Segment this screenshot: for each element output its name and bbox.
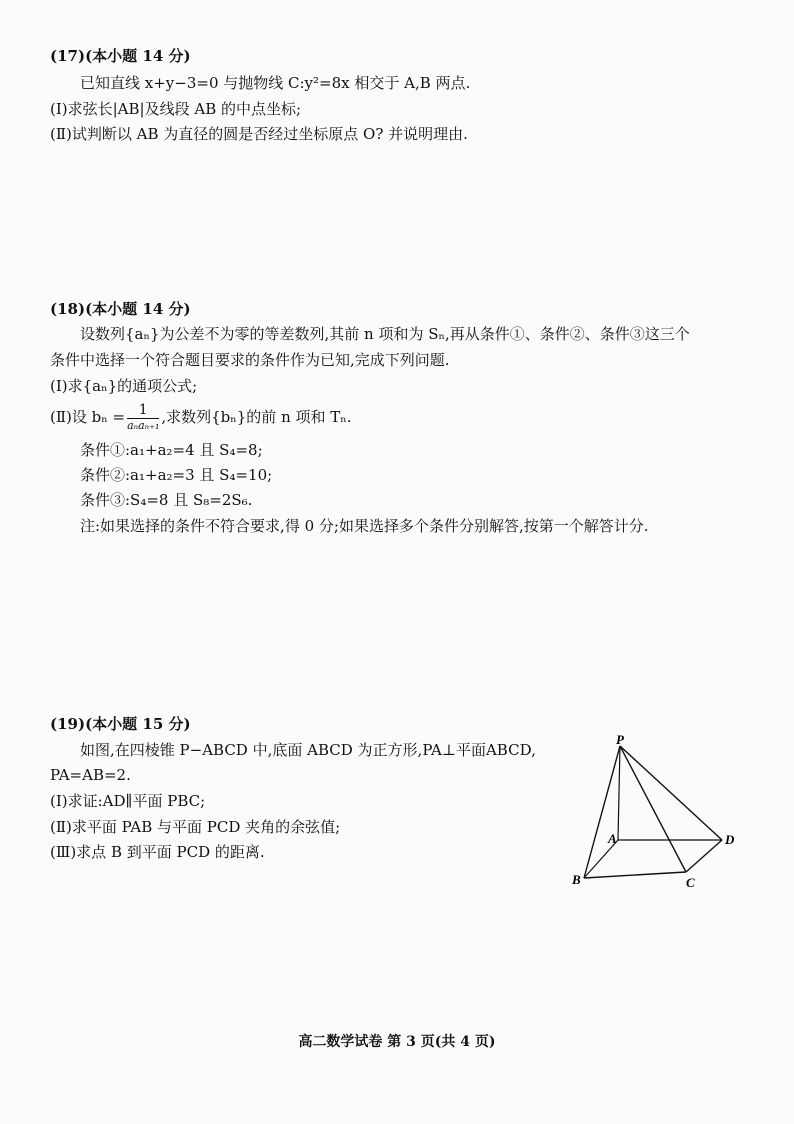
vertex-label-P: P [616,732,624,747]
q18-fraction [127,403,159,433]
q17-part2: (Ⅱ)试判断以 AB 为直径的圆是否经过坐标原点 O? 并说明理由. [50,125,468,143]
q19-stem-line2: PA=AB=2. [50,766,131,784]
q17-part1: (Ⅰ)求弦长|AB|及线段 AB 的中点坐标; [50,100,302,118]
q18-part2-suffix: ,求数列{bₙ}的前 n 项和 Tₙ. [161,408,352,426]
q17-stem: 已知直线 x+y−3=0 与抛物线 C:y²=8x 相交于 A,B 两点. [80,74,471,92]
edge-PD [620,746,722,840]
q18-header: (18)(本小题 14 分) [50,300,191,318]
q18-note: 注:如果选择的条件不符合要求,得 0 分;如果选择多个条件分别解答,按第一个解答计分. [80,517,649,535]
q19-header: (19)(本小题 15 分) [50,715,191,733]
q18-part2 [50,400,352,434]
vertex-label-D: D [725,832,735,847]
q18-stem-line2: 条件中选择一个符合题目要求的条件作为已知,完成下列问题. [50,351,450,369]
edge-CD [686,840,722,872]
q18-fraction-denominator: aₙaₙ₊₁ [127,419,160,432]
q17-header: (17)(本小题 14 分) [50,47,191,65]
q18-condition-1: 条件①:a₁+a₂=4 且 S₄=8; [80,441,263,459]
pyramid-figure [560,732,750,892]
q19-part2: (Ⅱ)求平面 PAB 与平面 PCD 夹角的余弦值; [50,818,341,836]
q18-fraction-numerator: 1 [127,403,159,419]
q19-part3: (Ⅲ)求点 B 到平面 PCD 的距离. [50,843,265,861]
q18-part1: (Ⅰ)求{aₙ}的通项公式; [50,377,198,395]
vertex-label-B: B [572,872,581,887]
q18-part2-prefix: (Ⅱ)设 bₙ = [50,408,126,426]
edge-PC [620,746,686,872]
vertex-label-C: C [686,875,695,890]
edge-PA [618,746,620,840]
page-footer: 高二数学试卷 第 3 页(共 4 页) [298,1034,496,1050]
q18-stem-line1: 设数列{aₙ}为公差不为零的等差数列,其前 n 项和为 Sₙ,再从条件①、条件②、条件③这三个 [80,325,690,343]
edge-BC [584,872,686,878]
q19-stem-line1: 如图,在四棱锥 P−ABCD 中,底面 ABCD 为正方形,PA⊥平面ABCD, [80,741,536,759]
q18-condition-3: 条件③:S₄=8 且 S₈=2S₆. [80,491,253,509]
vertex-label-A: A [608,831,617,846]
q19-part1: (Ⅰ)求证:AD∥平面 PBC; [50,792,206,810]
q18-condition-2: 条件②:a₁+a₂=3 且 S₄=10; [80,466,273,484]
